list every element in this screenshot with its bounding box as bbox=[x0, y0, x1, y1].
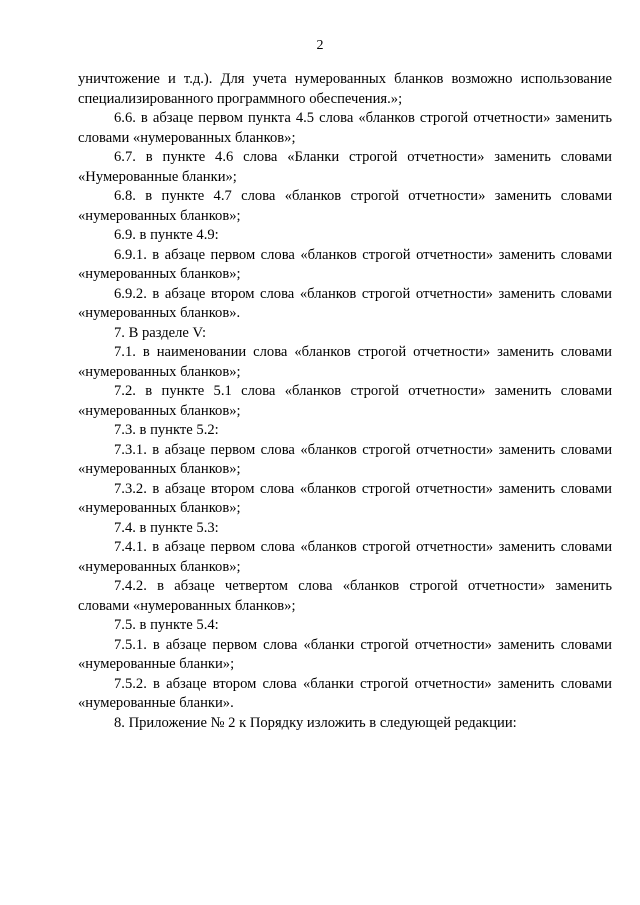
paragraph-continuation: уничтожение и т.д.). Для учета нумерованных бланков возможно использование специализированного программного обеспечения.»; bbox=[78, 71, 612, 107]
paragraph-6-9-2: 6.9.2. в абзаце втором слова «бланков строгой отчетности» заменить словами «нумерованных бланков». bbox=[78, 285, 612, 321]
paragraph-7-4: 7.4. в пункте 5.3: bbox=[114, 519, 219, 536]
paragraph-6-7: 6.7. в пункте 4.6 слова «Бланки строгой отчетности» заменить словами «Нумерованные бланки»; bbox=[78, 149, 612, 185]
paragraph-6-6: 6.6. в абзаце первом пункта 4.5 слова «бланков строгой отчетности» заменить словами «нумерованных бланков»; bbox=[78, 110, 612, 146]
paragraph-7-3: 7.3. в пункте 5.2: bbox=[114, 422, 219, 438]
paragraph-7-4-2: 7.4.2. в абзаце четвертом слова «бланков строгой отчетности» заменить словами «нумерованных бланков»; bbox=[78, 578, 612, 614]
paragraph-6-9-1: 6.9.1. в абзаце первом слова «бланков строгой отчетности» заменить словами «нумерованных бланков»; bbox=[78, 246, 612, 282]
paragraph-8: 8. Приложение № 2 к Порядку изложить в следующей редакции: bbox=[114, 714, 517, 731]
paragraph-7-5: 7.5. в пункте 5.4: bbox=[114, 617, 219, 633]
paragraph-7: 7. В разделе V: bbox=[114, 324, 207, 341]
paragraph-7-5-2: 7.5.2. в абзаце втором слова «бланки строгой отчетности» заменить словами «нумерованные бланки». bbox=[78, 675, 612, 711]
paragraph-7-2: 7.2. в пункте 5.1 слова «бланков строгой отчетности» заменить словами «нумерованных бланков»; bbox=[78, 383, 612, 419]
paragraph-6-9: 6.9. в пункте 4.9: bbox=[114, 227, 219, 243]
document-body bbox=[78, 70, 612, 733]
paragraph-7-1: 7.1. в наименовании слова «бланков строгой отчетности» заменить словами «нумерованных бланков»; bbox=[78, 344, 612, 380]
paragraph-6-8: 6.8. в пункте 4.7 слова «бланков строгой отчетности» заменить словами «нумерованных бланков»; bbox=[78, 188, 612, 224]
paragraph-7-3-2: 7.3.2. в абзаце втором слова «бланков строгой отчетности» заменить словами «нумерованных бланков»; bbox=[78, 480, 612, 516]
paragraph-7-4-1: 7.4.1. в абзаце первом слова «бланков строгой отчетности» заменить словами «нумерованных бланков»; bbox=[78, 539, 612, 575]
paragraph-7-5-1: 7.5.1. в абзаце первом слова «бланки строгой отчетности» заменить словами «нумерованные бланки»; bbox=[78, 636, 612, 672]
page-number: 2 bbox=[316, 38, 324, 53]
paragraph-7-3-1: 7.3.1. в абзаце первом слова «бланков строгой отчетности» заменить словами «нумерованных бланков»; bbox=[78, 441, 612, 477]
